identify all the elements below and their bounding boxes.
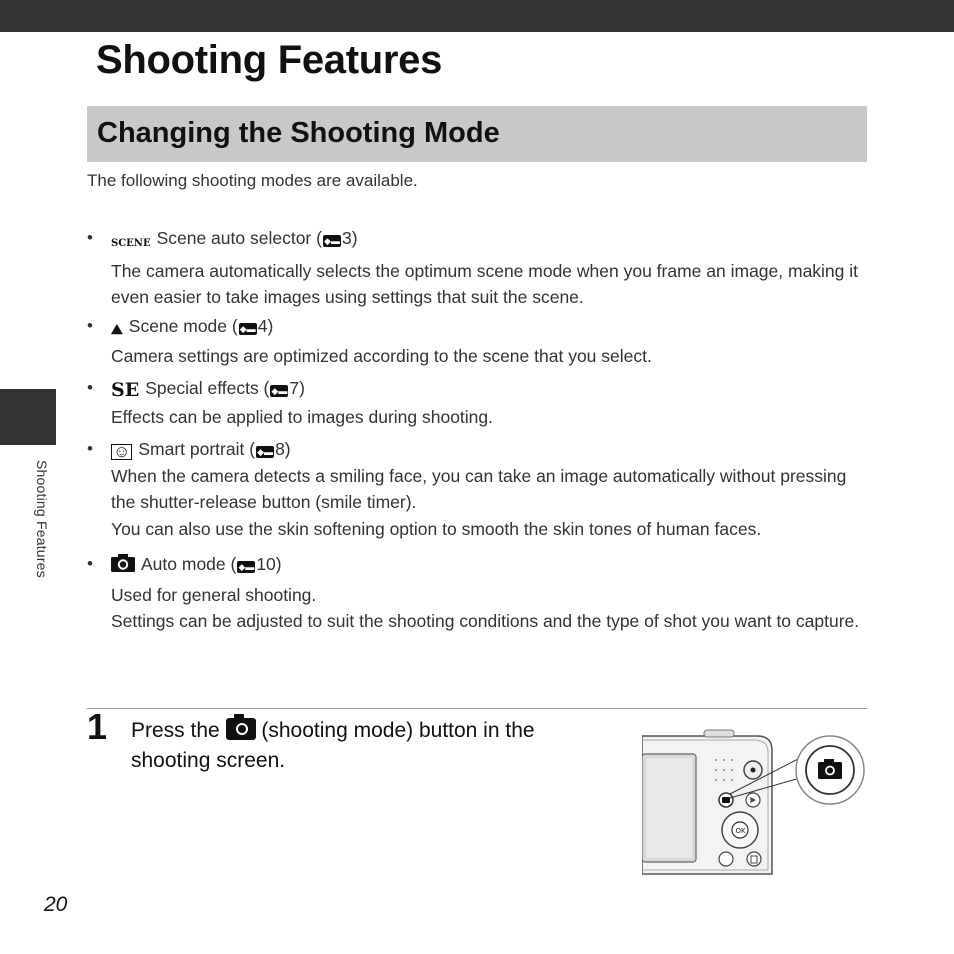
bullet: • xyxy=(87,378,93,397)
page-number: 20 xyxy=(44,893,68,916)
mode-description: Used for general shooting. xyxy=(111,584,317,605)
mode-label: Scene auto selector ( xyxy=(156,228,322,248)
step-divider xyxy=(87,708,867,709)
mode-description: When the camera detects a smiling face, you can take an image automatically without pressing the shutter-release button (smile timer). xyxy=(111,465,847,512)
bullet: • xyxy=(87,439,93,458)
scene-mode-icon: ⛰ xyxy=(111,321,123,337)
mode-description: Camera settings are optimized according to the scene that you select. xyxy=(111,345,652,366)
section-header xyxy=(87,106,867,162)
mode-label: Scene mode ( xyxy=(128,316,238,336)
special-effects-icon: SE xyxy=(111,379,140,401)
section-title: Changing the Shooting Mode xyxy=(97,117,500,149)
reference-icon: ◆▬ xyxy=(257,447,274,457)
mode-label: Smart portrait ( xyxy=(138,439,256,459)
scene-auto-selector-icon: SCENE xyxy=(111,238,151,249)
shooting-mode-button-icon xyxy=(226,718,256,740)
camera-icon xyxy=(111,553,135,572)
mode-item-special-effects: • SE Special effects ( ◆▬ 7) Effects can be applied to images during shooting. xyxy=(87,375,867,430)
mode-ref: 10 xyxy=(256,554,276,574)
mode-description: Effects can be applied to images during shooting. xyxy=(111,406,494,427)
mode-ref: 7 xyxy=(289,378,300,398)
intro-text: The following shooting modes are available. xyxy=(87,171,418,190)
bullet: • xyxy=(87,228,93,247)
mode-ref: 8 xyxy=(275,439,285,459)
side-label: Shooting Features xyxy=(34,460,50,578)
mode-description: The camera automatically selects the optimum scene mode when you frame an image, making it even easier to take images using settings that suit the scene. xyxy=(111,260,859,307)
mode-ref: 3 xyxy=(341,228,352,248)
page-title: Shooting Features xyxy=(96,38,443,82)
mode-label: Special effects ( xyxy=(145,378,270,398)
mode-item-auto-mode: • Auto mode ( ◆▬ 10) Used for general shooting. Settings can be adjusted to suit the shooting conditions and the type of shot you want to capture. xyxy=(87,551,867,635)
auto-mode-camera-icon xyxy=(111,553,135,582)
mode-item-scene-mode: • ⛰ Scene mode ( ◆▬ 4) Camera settings are optimized according to the scene that you select. xyxy=(87,313,867,369)
mode-item-scene-auto-selector: • SCENE Scene auto selector ( ◆▬ 3) The camera automatically selects the optimum scene mode when you frame an image, making it even easier to take images using settings that suit the scene. xyxy=(87,225,867,311)
reference-icon: ◆▬ xyxy=(238,562,255,572)
top-bar xyxy=(0,0,954,32)
mode-item-smart-portrait: • ☺ Smart portrait ( ◆▬ 8) When the camera detects a smiling face, you can take an image automatically without pressing the shutter-release button (smile timer). You can also use the skin softening option to smooth the skin tones of human faces. xyxy=(87,436,867,542)
mode-description: Settings can be adjusted to suit the shooting conditions and the type of shot you want to capture. xyxy=(111,611,860,631)
svg-text:OK: OK xyxy=(735,827,746,835)
reference-icon: ◆▬ xyxy=(323,236,340,246)
smart-portrait-icon: ☺ xyxy=(113,442,131,461)
step-instruction: Press the (shooting mode) button in the shooting screen. xyxy=(131,719,535,772)
bullet: • xyxy=(87,316,93,335)
camera-back-illustration xyxy=(642,728,866,876)
step-number: 1 xyxy=(87,706,108,747)
side-tab xyxy=(0,389,56,445)
reference-icon: ◆▬ xyxy=(239,324,256,334)
mode-ref: 4 xyxy=(257,316,268,336)
reference-icon: ◆▬ xyxy=(271,386,288,396)
bullet: • xyxy=(87,554,93,573)
mode-description: You can also use the skin softening option to smooth the skin tones of human faces. xyxy=(111,518,762,539)
mode-label: Auto mode ( xyxy=(141,554,237,574)
